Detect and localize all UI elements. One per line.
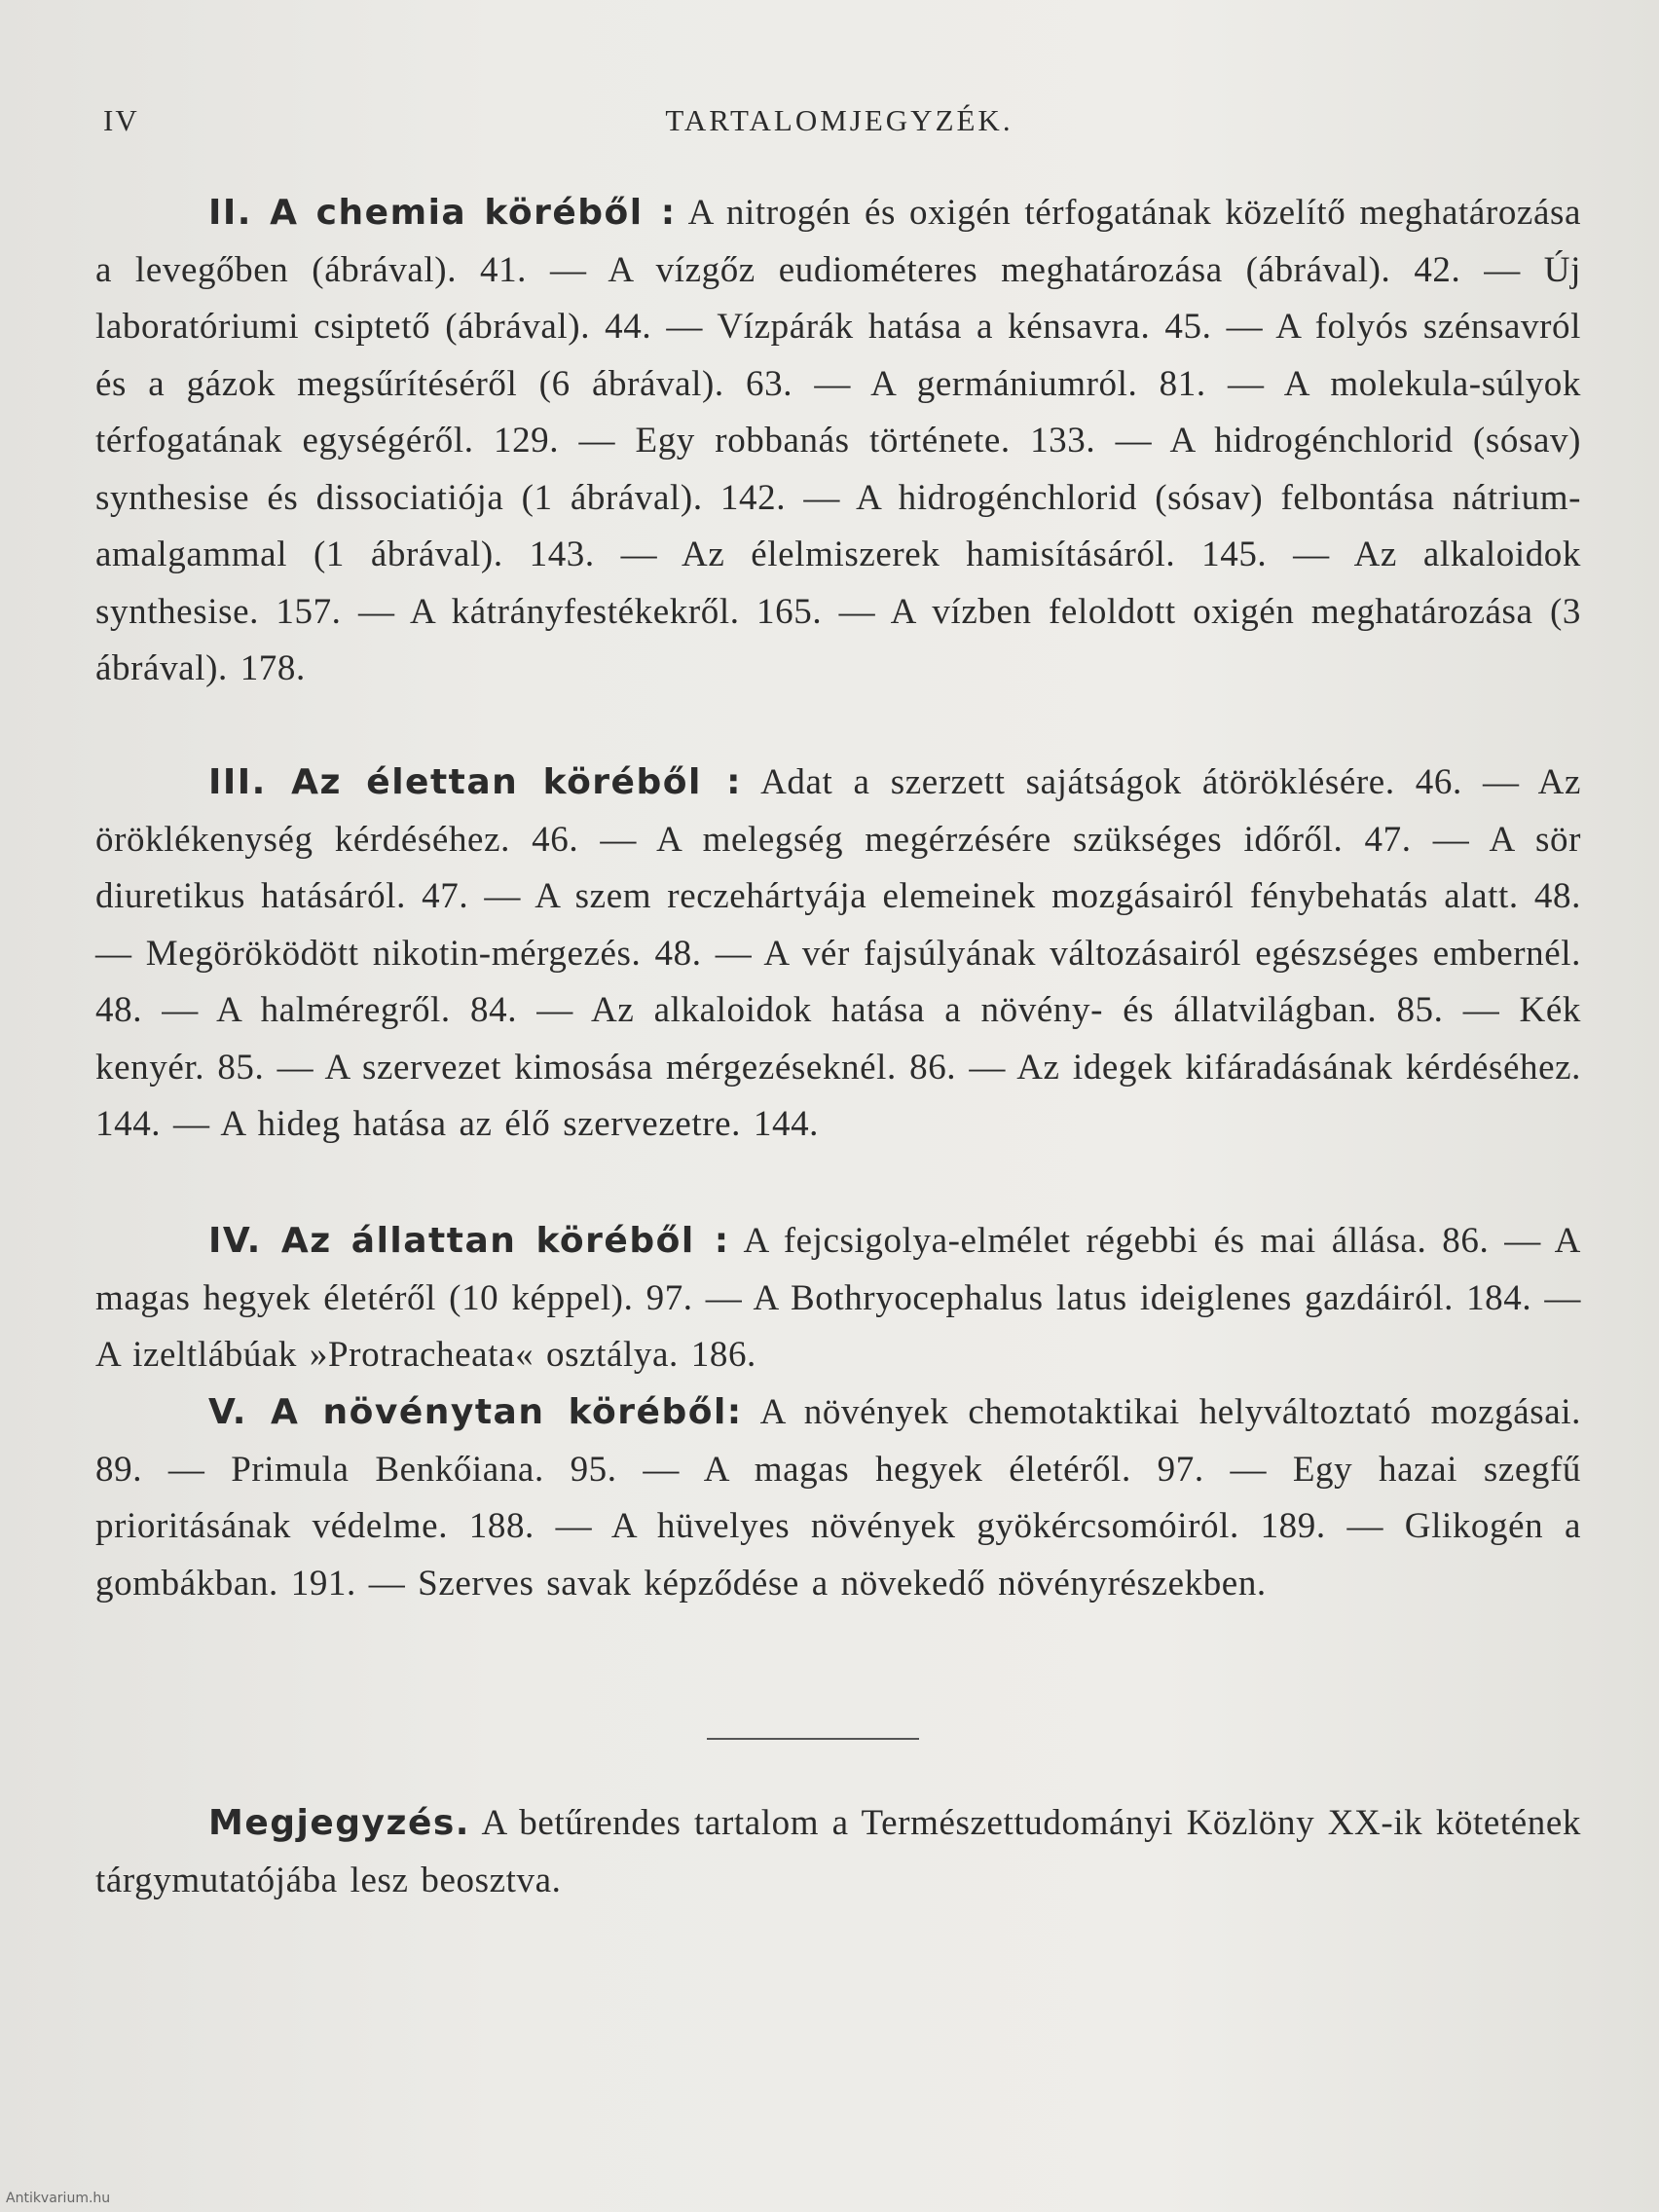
section-heading: IV. Az állattan köréből :: [208, 1221, 730, 1261]
section-text: Adat a szerzett sajátságok átöröklésére. 46. — Az öröklékenység kérdéséhez. 46. — A melegség megérzésére szükséges időről. 47. — A sör diuretikus hatásáról. 47. — A szem reczehártyája elemeinek mozgásairól fénybehatás alatt. 48. — Megöröködött nikotin-mérgezés. 48. — A vér fajsúlyának változásairól egészséges embernél. 48. — A halméregről. 84. — Az alkaloidok hatása a növény- és állatvilágban. 85. — Kék kenyér. 85. — A szervezet kimosása mérgezéseknél. 86. — Az idegek kifáradásának kérdéséhez. 144. — A hideg hatása az élő szervezetre. 144.: [95, 762, 1581, 1144]
section-chemistry: [95, 185, 1581, 698]
section-text: A növények chemotaktikai helyváltoztató mozgásai. 89. — Primula Benkőiana. 95. — A magas hegyek életéről. 97. — Egy hazai szegfű prioritásának védelme. 188. — A hüvelyes növények gyökércsomóiról. 189. — Glikogén a gombákban. 191. — Szerves savak képződése a növekedő növényrészekben.: [95, 1392, 1581, 1604]
divider: [707, 1738, 919, 1740]
section-heading: III. Az élettan köréből :: [208, 762, 743, 802]
note-block: [95, 1795, 1581, 1909]
section-zoology: [95, 1213, 1581, 1384]
note-text: A betűrendes tartalom a Természettudományi Közlöny XX-ik kötetének tárgymutatójába lesz beosztva.: [95, 1803, 1581, 1900]
page-number: IV: [103, 103, 139, 137]
section-heading: II. A chemia köréből :: [208, 193, 677, 233]
section-botany: [95, 1384, 1581, 1612]
note-heading: Megjegyzés.: [208, 1803, 470, 1843]
running-header: [103, 103, 1575, 146]
section-text: A nitrogén és oxigén térfogatának közelítő meghatározása a levegőben (ábrával). 41. — A vízgőz eudiométeres meghatározása (ábrával). 42. — Új laboratóriumi csiptető (ábrával). 44. — Vízpárák hatása a kénsavra. 45. — A folyós szénsavról és a gázok megsűrítéséről (6 ábrával). 63. — A germániumról. 81. — A molekula-súlyok térfogatának egységéről. 129. — Egy robbanás története. 133. — A hidrogénchlorid (sósav) synthesise és dissociatiója (1 ábrával). 142. — A hidrogénchlorid (sósav) felbontása nátrium-amalgammal (1 ábrával). 143. — Az élelmiszerek hamisításáról. 145. — Az alkaloidok synthesise. 157. — A kátrányfestékekről. 165. — A vízben feloldott oxigén meghatározása (3 ábrával). 178.: [95, 193, 1581, 688]
section-text: A fejcsigolya-elmélet régebbi és mai állása. 86. — A magas hegyek életéről (10 képpel). 97. — A Bothryocephalus latus ideiglenes gazdáiról. 184. — A izeltlábúak »Protracheata« osztálya. 186.: [95, 1221, 1582, 1375]
section-heading: V. A növénytan köréből:: [208, 1392, 743, 1432]
page-title: TARTALOMJEGYZÉK.: [665, 103, 1014, 137]
section-physiology: [95, 755, 1581, 1154]
watermark: Antikvarium.hu: [6, 2191, 111, 2206]
